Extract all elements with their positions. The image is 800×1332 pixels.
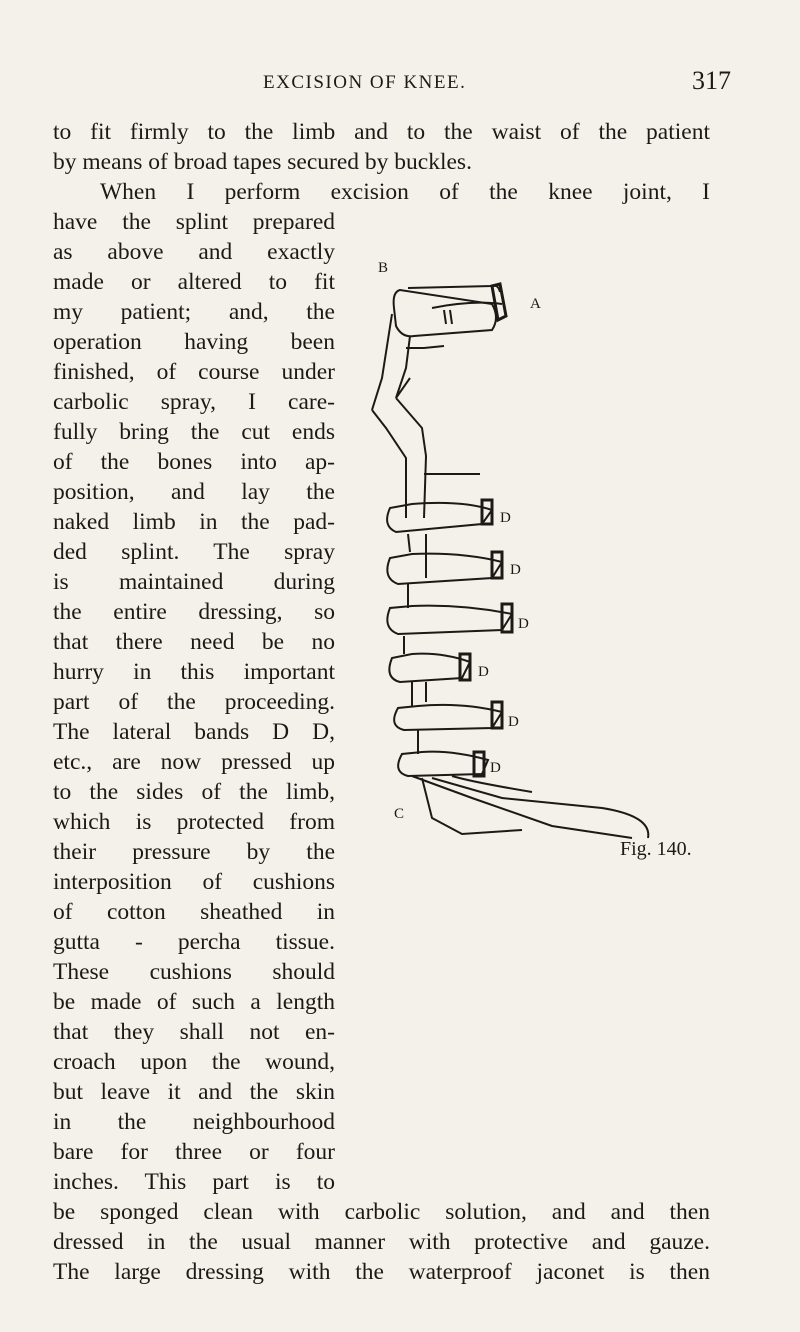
text-line: The large dressing with the waterproof jaconet is then xyxy=(53,1259,710,1285)
text-line: ded splint. The spray xyxy=(53,539,335,565)
text-line: fully bring the cut ends xyxy=(53,419,335,445)
letter-c: C xyxy=(394,806,405,822)
text-line: etc., are now pressed up xyxy=(53,749,335,775)
text-line: that they shall not en- xyxy=(53,1019,335,1045)
text-line: as above and exactly xyxy=(53,239,335,265)
text-line: in the neighbourhood xyxy=(53,1109,335,1135)
text-line: of cotton sheathed in xyxy=(53,899,335,925)
letter-b: B xyxy=(378,260,389,276)
text-line: that there need be no xyxy=(53,629,335,655)
text-line: carbolic spray, I care- xyxy=(53,389,335,415)
running-head xyxy=(0,66,800,100)
text-line: be sponged clean with carbolic solution, and and then xyxy=(53,1199,710,1225)
text-line: be made of such a length xyxy=(53,989,335,1015)
letter-a: A xyxy=(530,296,541,312)
text-line: bare for three or four xyxy=(53,1139,335,1165)
text-line: inches. This part is to xyxy=(53,1169,335,1195)
text-line: finished, of course under xyxy=(53,359,335,385)
thigh-frame xyxy=(372,314,480,518)
text-line: of the bones into ap- xyxy=(53,449,335,475)
letter-d: D xyxy=(478,664,489,680)
lateral-bands xyxy=(387,500,512,776)
letter-d: D xyxy=(510,562,521,578)
text-line: dressed in the usual manner with protective and gauze. xyxy=(53,1229,710,1255)
text-line: naked limb in the pad- xyxy=(53,509,335,535)
paragraph-start: When I perform excision of the knee joint, I xyxy=(100,179,710,205)
text-line: These cushions should xyxy=(53,959,335,985)
text-line: to fit firmly to the limb and to the waist of the patient xyxy=(53,119,710,145)
text-line: my patient; and, the xyxy=(53,299,335,325)
letter-d: D xyxy=(508,714,519,730)
text-line: which is protected from xyxy=(53,809,335,835)
page-number: 317 xyxy=(692,66,731,95)
lateral-bands-label: D D, xyxy=(272,719,335,745)
text-fragment: The lateral bands xyxy=(53,719,250,745)
figure-letters xyxy=(378,260,541,822)
text-line: have the splint prepared xyxy=(53,209,335,235)
text-line: part of the proceeding. xyxy=(53,689,335,715)
text-line: to the sides of the limb, xyxy=(53,779,335,805)
letter-d: D xyxy=(500,510,511,526)
knee-frame xyxy=(404,534,426,754)
text-line: gutta - percha tissue. xyxy=(53,929,335,955)
text-line: but leave it and the skin xyxy=(53,1079,335,1105)
text-line: operation having been xyxy=(53,329,335,355)
top-band xyxy=(394,284,506,336)
text-line xyxy=(53,717,335,747)
text-line: their pressure by the xyxy=(53,839,335,865)
text-line: is maintained during xyxy=(53,569,335,595)
text-line: the entire dressing, so xyxy=(53,599,335,625)
running-head-title: EXCISION OF KNEE. xyxy=(263,72,467,93)
text-line: made or altered to fit xyxy=(53,269,335,295)
text-line: hurry in this important xyxy=(53,659,335,685)
figure-caption: Fig. 140. xyxy=(620,838,692,860)
letter-d: D xyxy=(490,760,501,776)
splint-figure xyxy=(352,260,722,838)
letter-d: D xyxy=(518,616,529,632)
leg-frame xyxy=(412,776,648,838)
text-line: by means of broad tapes secured by buckles. xyxy=(53,149,472,175)
text-line: croach upon the wound, xyxy=(53,1049,335,1075)
text-line: position, and lay the xyxy=(53,479,335,505)
text-line: interposition of cushions xyxy=(53,869,335,895)
